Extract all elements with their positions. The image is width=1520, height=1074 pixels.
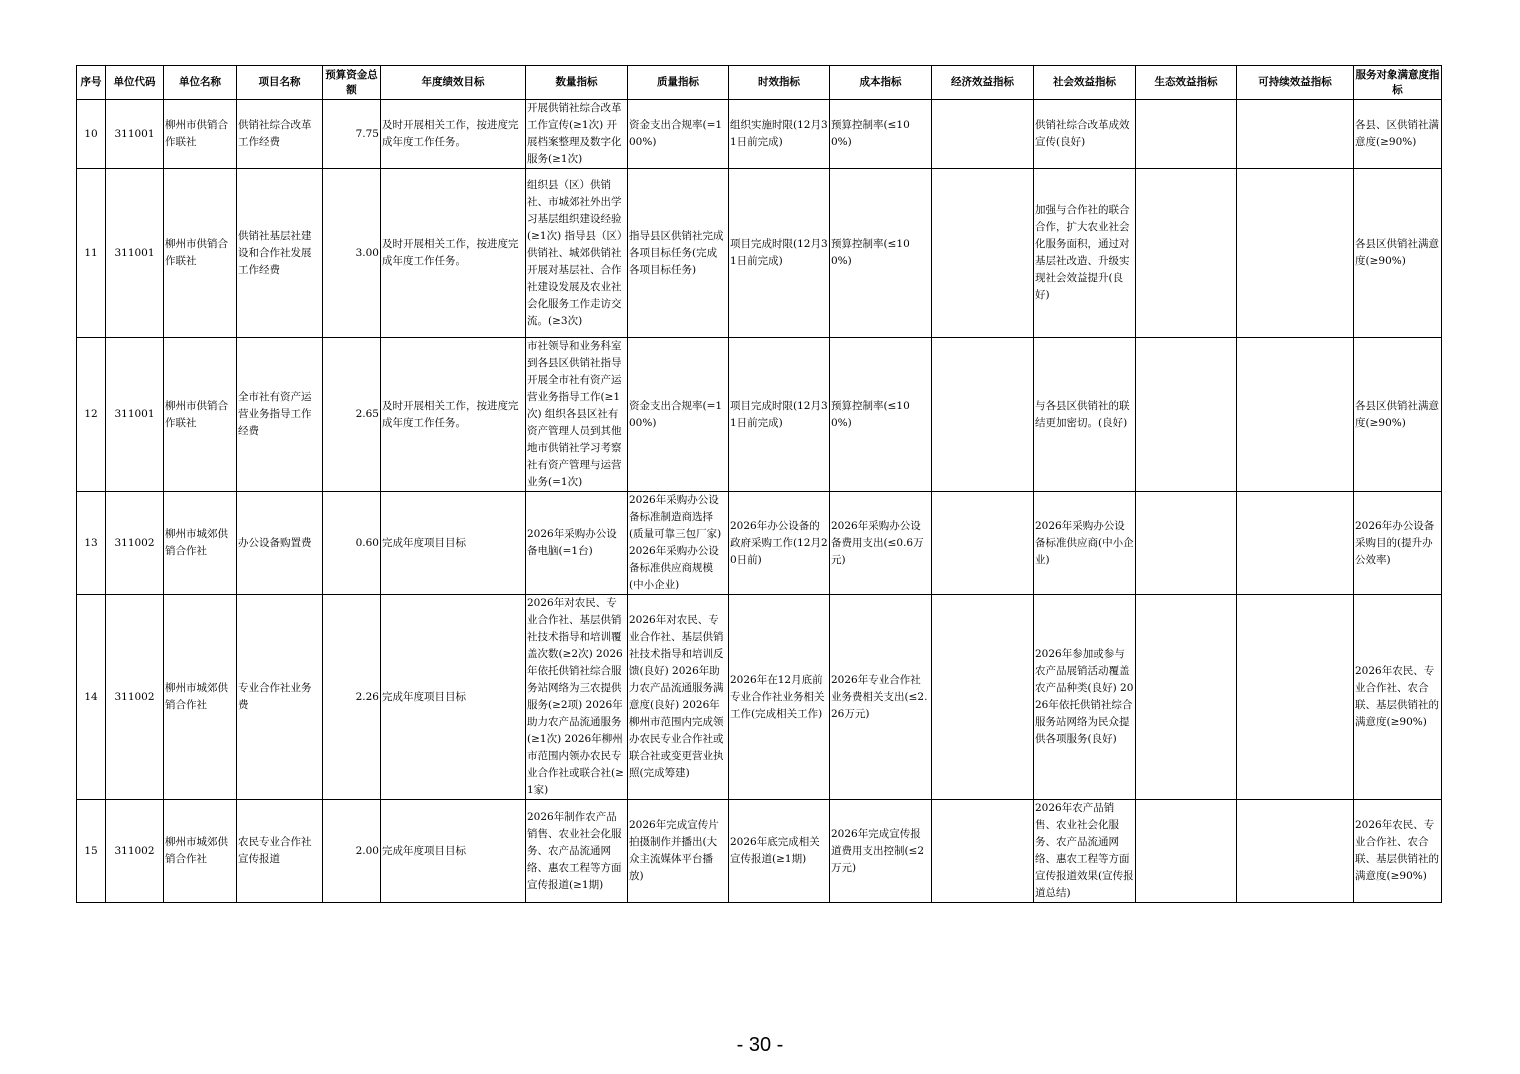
cell-sustainable [1237,595,1354,800]
table-row [77,100,1442,169]
cell-social: 2026年参加或参与农产品展销活动覆盖农产品种类(良好) 2026年依托供销社综合服务站网络为民众提供各项服务(良好) [1034,595,1136,800]
cell-satisfaction: 2026年办公设备采购目的(提升办公效率) [1354,492,1442,595]
cell-cost: 预算控制率(≤100%) [830,169,932,338]
cell-project: 专业合作社业务费 [237,595,323,800]
header-no: 序号 [77,66,106,100]
cell-cost: 预算控制率(≤100%) [830,100,932,169]
performance-table [76,65,1442,903]
cell-unit: 柳州市城郊供销合作社 [164,800,237,903]
cell-goal: 完成年度项目目标 [381,492,526,595]
cell-economic [932,595,1034,800]
header-sustainable: 可持续效益指标 [1237,66,1354,100]
cell-code: 311002 [106,595,164,800]
cell-satisfaction: 各县区供销社满意度(≥90%) [1354,338,1442,492]
cell-satisfaction: 各县区供销社满意度(≥90%) [1354,169,1442,338]
header-social: 社会效益指标 [1034,66,1136,100]
cell-cost: 2026年采购办公设备费用支出(≤0.6万元) [830,492,932,595]
cell-cost: 预算控制率(≤100%) [830,338,932,492]
cell-no: 10 [77,100,106,169]
cell-satisfaction: 2026年农民、专业合作社、农合联、基层供销社的满意度(≥90%) [1354,595,1442,800]
header-cost: 成本指标 [830,66,932,100]
cell-budget: 3.00 [323,169,381,338]
cell-budget: 7.75 [323,100,381,169]
header-economic: 经济效益指标 [932,66,1034,100]
cell-no: 15 [77,800,106,903]
table-row [77,169,1442,338]
cell-satisfaction: 各县、区供销社满意度(≥90%) [1354,100,1442,169]
cell-unit: 柳州市城郊供销合作社 [164,595,237,800]
header-quality: 质量指标 [628,66,729,100]
cell-quality: 2026年对农民、专业合作社、基层供销社技术指导和培训反馈(良好) 2026年助力农产品流通服务满意度(良好) 2026年柳州市范围内完成领办农民专业合作社或联合社或变更营业执照(完成筹建) [628,595,729,800]
cell-goal: 及时开展相关工作，按进度完成年度工作任务。 [381,100,526,169]
cell-quality: 指导县区供销社完成各项目标任务(完成各项目标任务) [628,169,729,338]
cell-quantity: 组织县（区）供销社、市城郊社外出学习基层组织建设经验(≥1次) 指导县（区）供销社、城郊供销社开展对基层社、合作社建设发展及农业社会化服务工作走访交流。(≥3次) [526,169,628,338]
cell-no: 11 [77,169,106,338]
cell-cost: 2026年完成宣传报道费用支出控制(≤2万元) [830,800,932,903]
cell-quality: 2026年采购办公设备标准制造商选择(质量可靠三包厂家) 2026年采购办公设备标准供应商规模(中小企业) [628,492,729,595]
cell-social: 加强与合作社的联合合作，扩大农业社会化服务面积，通过对基层社改造、升级实现社会效益提升(良好) [1034,169,1136,338]
cell-unit: 柳州市供销合作联社 [164,338,237,492]
cell-budget: 2.65 [323,338,381,492]
cell-timeliness: 项目完成时限(12月31日前完成) [729,338,830,492]
cell-unit: 柳州市供销合作联社 [164,100,237,169]
cell-quantity: 2026年采购办公设备电脑(=1台) [526,492,628,595]
cell-unit: 柳州市城郊供销合作社 [164,492,237,595]
header-goal: 年度绩效目标 [381,66,526,100]
header-row [77,66,1442,100]
cell-project: 供销社基层社建设和合作社发展工作经费 [237,169,323,338]
table-row [77,338,1442,492]
header-quantity: 数量指标 [526,66,628,100]
cell-goal: 及时开展相关工作，按进度完成年度工作任务。 [381,338,526,492]
cell-goal: 及时开展相关工作，按进度完成年度工作任务。 [381,169,526,338]
header-timeliness: 时效指标 [729,66,830,100]
cell-project: 供销社综合改革工作经费 [237,100,323,169]
cell-no: 12 [77,338,106,492]
cell-timeliness: 2026年底完成相关宣传报道(≥1期) [729,800,830,903]
header-ecological: 生态效益指标 [1136,66,1237,100]
cell-code: 311002 [106,492,164,595]
table-row [77,595,1442,800]
header-budget: 预算资金总额 [323,66,381,100]
cell-ecological [1136,800,1237,903]
cell-budget: 2.26 [323,595,381,800]
cell-social: 与各县区供销社的联结更加密切。(良好) [1034,338,1136,492]
header-code: 单位代码 [106,66,164,100]
cell-timeliness: 项目完成时限(12月31日前完成) [729,169,830,338]
cell-ecological [1136,492,1237,595]
cell-ecological [1136,100,1237,169]
cell-sustainable [1237,800,1354,903]
header-project: 项目名称 [237,66,323,100]
cell-ecological [1136,595,1237,800]
cell-project: 全市社有资产运营业务指导工作经费 [237,338,323,492]
header-unit: 单位名称 [164,66,237,100]
cell-ecological [1136,169,1237,338]
cell-timeliness: 2026年办公设备的政府采购工作(12月20日前) [729,492,830,595]
cell-quality: 资金支出合规率(=100%) [628,338,729,492]
cell-quality: 2026年完成宣传片拍摄制作并播出(大众主流媒体平台播放) [628,800,729,903]
cell-unit: 柳州市供销合作联社 [164,169,237,338]
cell-economic [932,100,1034,169]
cell-cost: 2026年专业合作社业务费相关支出(≤2.26万元) [830,595,932,800]
cell-sustainable [1237,100,1354,169]
cell-timeliness: 组织实施时限(12月31日前完成) [729,100,830,169]
cell-economic [932,800,1034,903]
cell-quantity: 市社领导和业务科室到各县区供销社指导开展全市社有资产运营业务指导工作(≥1次) 组织各县区社有资产管理人员到其他地市供销社学习考察社有资产管理与运营业务(=1次) [526,338,628,492]
cell-quantity: 2026年制作农产品销售、农业社会化服务、农产品流通网络、惠农工程等方面宣传报道(≥1期) [526,800,628,903]
table-row [77,492,1442,595]
cell-code: 311001 [106,338,164,492]
cell-budget: 0.60 [323,492,381,595]
cell-social: 供销社综合改革成效宣传(良好) [1034,100,1136,169]
cell-project: 农民专业合作社宣传报道 [237,800,323,903]
header-satisfaction: 服务对象满意度指标 [1354,66,1442,100]
cell-no: 14 [77,595,106,800]
cell-ecological [1136,338,1237,492]
cell-budget: 2.00 [323,800,381,903]
cell-quality: 资金支出合规率(=100%) [628,100,729,169]
cell-goal: 完成年度项目目标 [381,595,526,800]
cell-social: 2026年农产品销售、农业社会化服务、农产品流通网络、惠农工程等方面宣传报道效果(宣传报道总结) [1034,800,1136,903]
cell-quantity: 开展供销社综合改革工作宣传(≥1次) 开展档案整理及数字化服务(≥1次) [526,100,628,169]
cell-no: 13 [77,492,106,595]
cell-code: 311002 [106,800,164,903]
cell-code: 311001 [106,169,164,338]
cell-goal: 完成年度项目目标 [381,800,526,903]
cell-timeliness: 2026年在12月底前专业合作社业务相关工作(完成相关工作) [729,595,830,800]
table-row [77,800,1442,903]
cell-sustainable [1237,338,1354,492]
cell-social: 2026年采购办公设备标准供应商(中小企业) [1034,492,1136,595]
cell-sustainable [1237,169,1354,338]
cell-economic [932,169,1034,338]
cell-code: 311001 [106,100,164,169]
cell-economic [932,492,1034,595]
cell-project: 办公设备购置费 [237,492,323,595]
page-number: - 30 - [736,1034,784,1056]
cell-sustainable [1237,492,1354,595]
cell-economic [932,338,1034,492]
cell-quantity: 2026年对农民、专业合作社、基层供销社技术指导和培训覆盖次数(≥2次) 2026年依托供销社综合服务站网络为三农提供服务(≥2项) 2026年助力农产品流通服务(≥1次) 2026年柳州市范围内领办农民专业合作社或联合社(≥1家) [526,595,628,800]
cell-satisfaction: 2026年农民、专业合作社、农合联、基层供销社的满意度(≥90%) [1354,800,1442,903]
